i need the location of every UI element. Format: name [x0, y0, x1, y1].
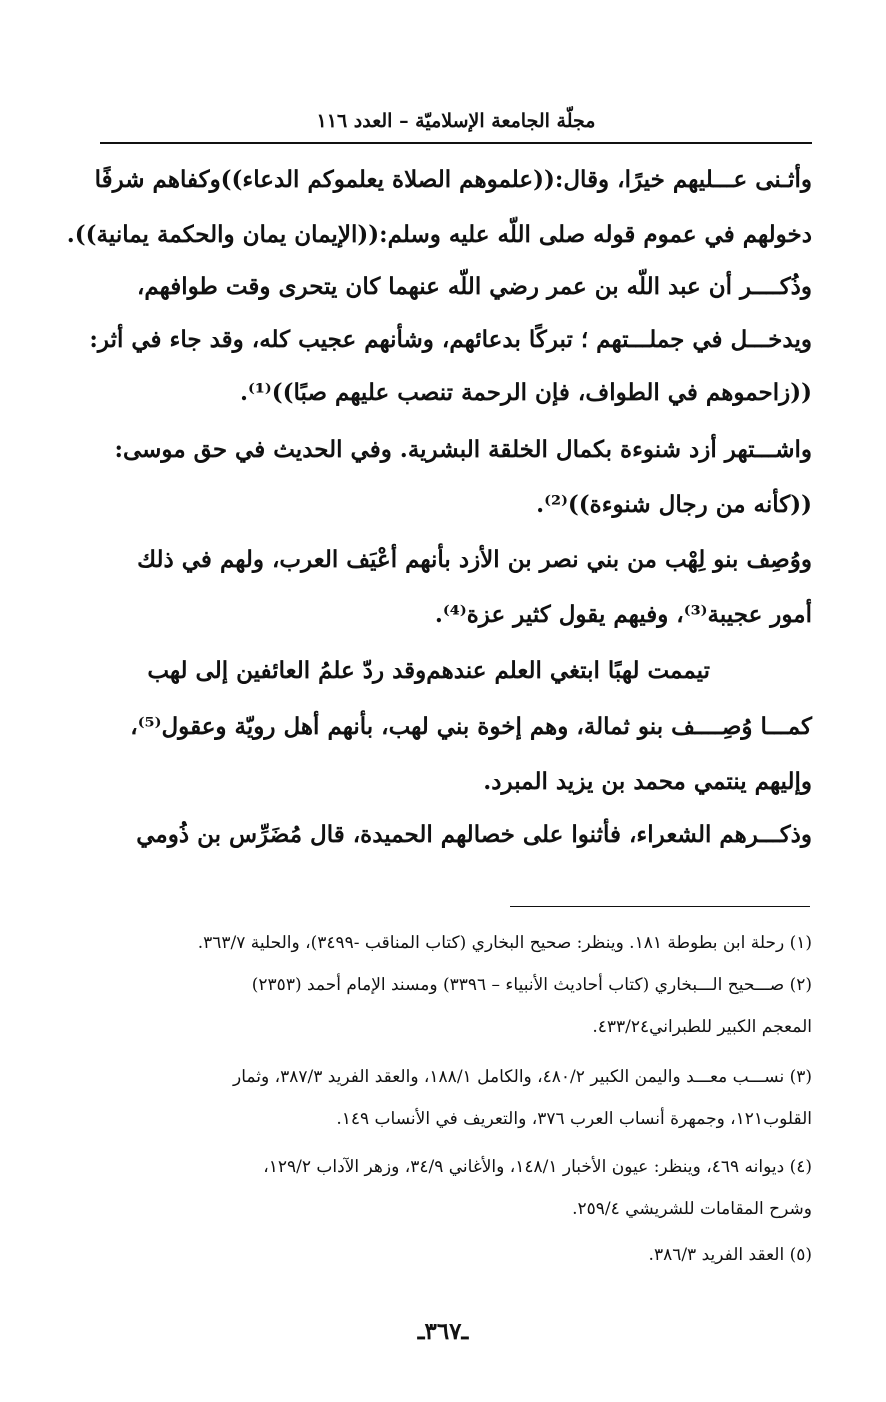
- footnote-separator: [510, 906, 810, 907]
- body-line: وذُكــــر أن عبد اللّه بن عمر رضي اللّه عنهما كان يتحرى وقت طوافهم،: [136, 273, 812, 300]
- footnote-line: (٥) العقد الفريد ٣٨٦/٣.: [648, 1245, 812, 1265]
- body-line: وإليهم ينتمي محمد بن يزيد المبرد.: [483, 768, 812, 795]
- body-line: دخولهم في عموم قوله صلى اللّه عليه وسلم:((الإيمان يمان والحكمة يمانية)).: [66, 221, 812, 248]
- body-line: كمـــا وُصِــــف بنو ثمالة، وهم إخوة بني لهب، بأنهم أهل رويّة وعقول⁽⁵⁾،: [130, 713, 812, 740]
- page-number: ـ٣٦٧ـ: [417, 1318, 469, 1345]
- footnote-line: القلوب١٢١، وجمهرة أنساب العرب ٣٧٦، والتعريف في الأنساب ١٤٩.: [336, 1109, 812, 1129]
- verse-first-hemistich: تيممت لهبًا ابتغي العلم عندهم: [426, 657, 710, 684]
- body-line: ووُصِف بنو لِهْب من بني نصر بن الأزد بأنهم أعْيَف العرب، ولهم في ذلك: [137, 546, 812, 573]
- body-line: ((زاحموهم في الطواف، فإن الرحمة تنصب عليهم صبًا))⁽¹⁾.: [239, 379, 812, 406]
- running-header: مجلّة الجامعة الإسلاميّة – العدد ١١٦: [316, 110, 596, 132]
- body-line: وأثـنى عـــليهم خيرًا، وقال:((علموهم الصلاة يعلموكم الدعاء))وكفاهم شرفًا: [94, 166, 812, 193]
- body-line: وذكـــرهم الشعراء، فأثنوا على خصالهم الحميدة، قال مُضَرِّس بن ذُومي: [136, 821, 812, 848]
- header-rule: [100, 142, 812, 144]
- footnote-line: المعجم الكبير للطبراني٤٣٣/٢٤.: [592, 1017, 812, 1037]
- footnote-line: وشرح المقامات للشريشي ٢٥٩/٤.: [572, 1199, 812, 1219]
- body-line: أمور عجيبة⁽³⁾، وفيهم يقول كثير عزة⁽⁴⁾.: [434, 601, 812, 628]
- footnote-line: (١) رحلة ابن بطوطة ١٨١. وينظر: صحيح البخاري (كتاب المناقب -٣٤٩٩)، والحلية ٣٦٣/٧.: [197, 933, 812, 953]
- footnote-line: (٣) نســـب معـــد واليمن الكبير ٤٨٠/٢، والكامل ١٨٨/١، والعقد الفريد ٣٨٧/٣، وثمار: [233, 1067, 812, 1087]
- verse-second-hemistich: وقد ردّ علمُ العائفين إلى لهب: [147, 657, 427, 684]
- body-line: ((كأنه من رجال شنوءة))⁽²⁾.: [536, 491, 812, 518]
- footnote-line: (٤) ديوانه ٤٦٩، وينظر: عيون الأخبار ١٤٨/١، والأغاني ٣٤/٩، وزهر الآداب ١٢٩/٢،: [263, 1157, 812, 1177]
- body-line: واشـــتهر أزد شنوءة بكمال الخلقة البشرية. وفي الحديث في حق موسى:: [114, 436, 812, 463]
- footnote-line: (٢) صـــحيح الـــبخاري (كتاب أحاديث الأنبياء – ٣٣٩٦) ومسند الإمام أحمد (٢٣٥٣): [251, 975, 812, 995]
- body-line: ويدخـــل في جملـــتهم ؛ تبركًا بدعائهم، وشأنهم عجيب كله، وقد جاء في أثر:: [89, 326, 812, 353]
- poetry-verse: [147, 646, 710, 696]
